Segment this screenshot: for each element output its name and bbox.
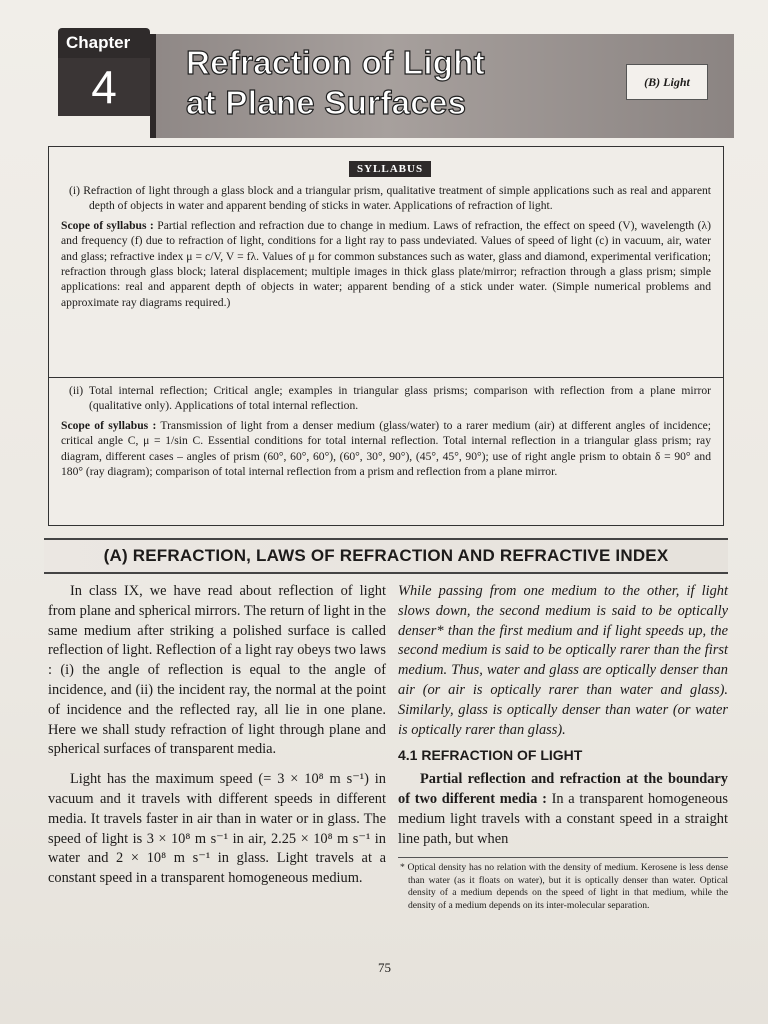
section-heading: (A) REFRACTION, LAWS OF REFRACTION AND REFRACTIVE INDEX (44, 538, 728, 574)
syllabus-part-1 (61, 183, 711, 310)
syllabus-part-2 (61, 383, 711, 479)
scope-text: Transmission of light from a denser medium (glass/water) to a rarer medium (air) at different angles of incidence; critical angle C, μ = 1/sin C. Essential conditions for total internal reflection. Total internal reflection in a triangular glass prism; ray diagram, different cases – angles of prism (60°, 60°, 60°), (60°, 30°, 90°), (45°, 45°, 90°); use of right angle prism to obtain δ = 90° and 180° (ray diagram); comparison of total internal reflection from a prism and reflection from a plane mirror. (61, 418, 711, 479)
chapter-title-line2: at Plane Surfaces (186, 84, 467, 121)
right-column (398, 582, 728, 912)
chapter-label: Chapter (58, 28, 150, 58)
paragraph: In class IX, we have read about reflection of light from plane and spherical mirrors. The return of light in the same medium after striking a polished surface is called reflection of light. Reflection of a light ray obeys two laws : (i) the angle of reflection is equal to the angle of incidence, and (ii) the incident ray, the normal at the point of incidence and the reflected ray, all lie in one plane. Here we shall study refraction of light through plane and spherical surfaces of transparent media. (48, 583, 386, 758)
left-column (48, 582, 386, 889)
subsection-heading: 4.1 REFRACTION OF LIGHT (398, 747, 583, 764)
footnote: * Optical density has no relation with the density of medium. Kerosene is less dense than water (as it floats on water), but it is optically denser than water. Optical density of a medium depends on the speed of light in that medium, while the density of a medium depends on its inter-molecular separation. (400, 862, 728, 911)
paragraph: Light has the maximum speed (= 3 × 10⁸ m s⁻¹) in vacuum and it travels with different speeds in different media. It travels faster in air than in water or in glass. The speed of light is 3 × 10⁸ m s⁻¹ in air, 2.25 × 10⁸ m s⁻¹ in water and 2 × 10⁸ m s⁻¹ in glass. Light travels at a constant speed in a transparent homogeneous medium. (48, 771, 386, 887)
bold-lead: Partial reflection and refraction at the boundary of two different media : (398, 771, 728, 807)
page-number: 75 (378, 960, 391, 975)
syllabus-box (48, 146, 724, 526)
paragraph (398, 770, 728, 849)
syllabus-part-1-intro: (i) Refraction of light through a glass block and a triangular prism, qualitative treatment of simple applications such as real and apparent depth of objects in water and apparent bending of sticks in water. Applications of refraction of light. (69, 184, 711, 213)
paragraph-text: In a transparent homogeneous medium light travels with a constant speed in a straight line path, but when (398, 790, 728, 847)
footnote-rule (398, 857, 728, 858)
syllabus-divider (49, 377, 723, 378)
syllabus-part-2-scope (61, 418, 711, 480)
chapter-title-banner (150, 34, 734, 138)
scope-text: Partial reflection and refraction due to change in medium. Laws of refraction, the effect on speed (V), wavelength (λ) and frequency (f) due to refraction of light, conditions for a light ray to pass undeviated. Values of speed of light (c) in vacuum, air, water and glass; refractive index μ = c/V, V = fλ. Values of μ for common substances such as water, glass and diamond, experimental verification; refraction through glass block; lateral displacement; multiple images in thick glass plate/mirror; refraction through a glass prism; simple applications: real and apparent depth of objects in water; apparent bending of a stick under water. (Simple numerical problems and approximate ray diagrams required.) (61, 218, 712, 309)
syllabus-part-2-intro: (ii) Total internal reflection; Critical angle; examples in triangular glass prisms; comparison with reflection from a plane mirror (qualitative only). Applications of total internal reflection. (69, 384, 711, 413)
syllabus-label: SYLLABUS (349, 161, 431, 177)
scope-label: Scope of syllabus : (61, 418, 157, 432)
unit-label: (B) Light (626, 64, 708, 100)
scope-label: Scope of syllabus : (61, 218, 154, 232)
syllabus-part-1-scope (61, 218, 711, 310)
chapter-title-line1: Refraction of Light (186, 44, 486, 81)
paragraph: While passing from one medium to the other, if light slows down, the second medium is said to be optically denser* than the first medium and if light speeds up, the second medium is said to be optically rarer than the first medium. Thus, water and glass are optically denser than air (or air is optically rarer than water and glass). Similarly, glass is optically denser than water (or water is optically rarer than glass). (398, 583, 728, 738)
chapter-number: 4 (58, 58, 150, 116)
